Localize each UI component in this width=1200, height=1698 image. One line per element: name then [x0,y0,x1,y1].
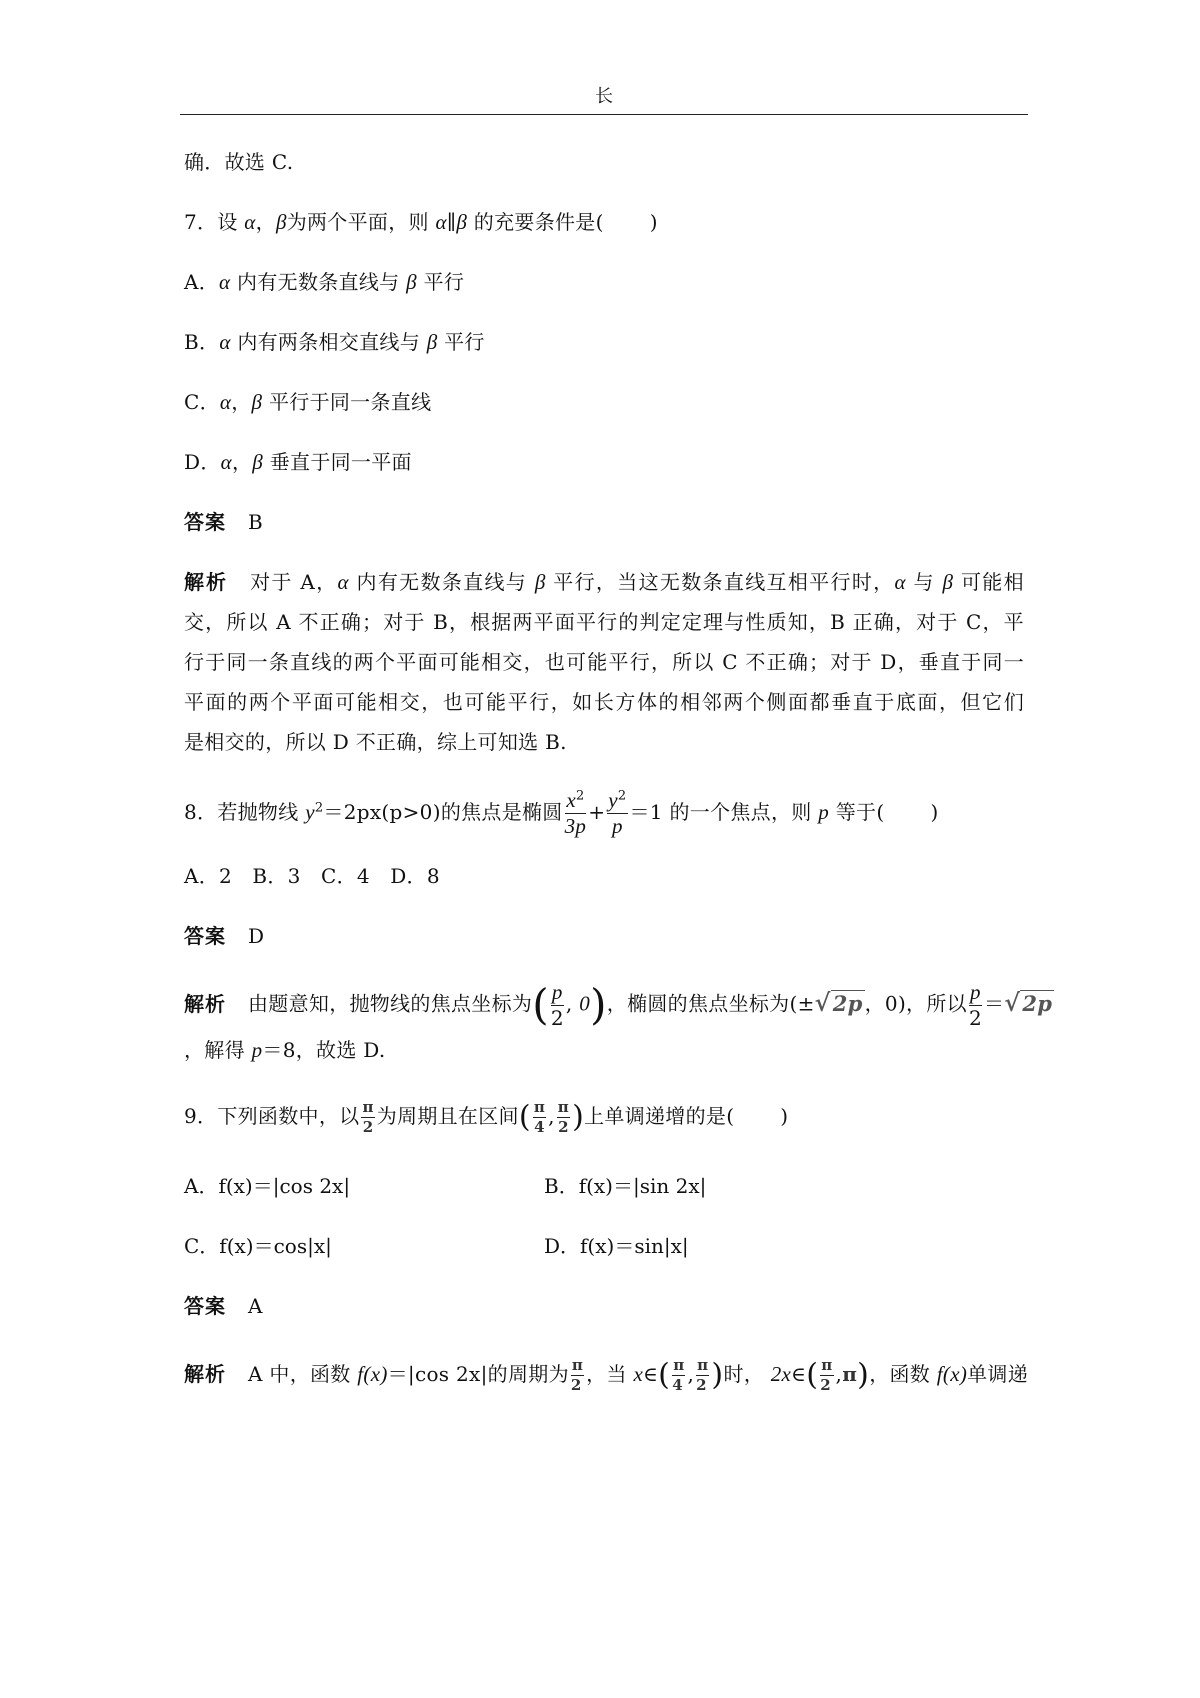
question-7-explanation-line: 平面的两个平面可能相交，也可能平行，如长方体的相邻两个侧面都垂直于底面，但它们 [184,690,1024,714]
fraction-y2-over-p: $\frac{y^2}{p}$ [608,788,627,838]
question-7-option-d: D．α，β 垂直于同一平面 [184,450,412,474]
page-header: 长 [595,86,613,107]
question-9-option-b: B．f(x)＝|sin 2x| [544,1174,707,1198]
header-rule [180,114,1028,115]
question-9-explanation-line: 解析 A 中，函数 f(x)＝|cos 2x|的周期为 $\frac{\pi}{2}$ ，当 x∈( $\frac{\pi}{4}$ , $\frac{\pi}{2}$ )时， 2x∈( $\frac{\pi}{2}$ ,π)，函数 f(x)单调递 [184,1356,1029,1394]
text-line: 确．故选 C. [184,150,294,174]
question-7-explanation-line: 是相交的，所以 D 不正确，综上可知选 B. [184,730,567,754]
question-8-answer: 答案 D [184,924,265,948]
question-7-stem: 7．设 α，β为两个平面，则 α∥β 的充要条件是( ) [184,210,658,234]
question-7-explanation-line: 交，所以 A 不正确；对于 B，根据两平面平行的判定定理与性质知，B 正确，对于 C，平 [184,610,1024,634]
question-7-answer: 答案 B [184,510,263,534]
question-9-stem: 9．下列函数中，以 $\frac{\pi}{2}$ 为周期且在区间( $\frac{\pi}{4}$ , $\frac{\pi}{2}$ )上单调递增的是( ) [184,1098,789,1136]
question-8-options: A．2 B．3 C．4 D．8 [184,864,440,888]
question-8-explanation-line: ，解得 p＝8，故选 D. [184,1038,386,1062]
question-7-explanation-line: 行于同一条直线的两个平面可能相交，也可能平行，所以 C 不正确；对于 D，垂直于同一 [184,650,1024,674]
question-9-answer: 答案 A [184,1294,263,1318]
question-8-stem: 8．若抛物线 $y^2=2px(p>0)$的焦点是椭圆 $\frac{x^2}{3p}$ + $\frac{y^2}{p}$ ＝1 的一个焦点，则 p 等于( ) [184,788,939,838]
question-7-option-c: C．α，β 平行于同一条直线 [184,390,432,414]
question-8-explanation-line: 解析 由题意知，抛物线的焦点坐标为( $\frac{p}{2}$ , 0)，椭圆的焦点坐标为(±√2p ，0)，所以 $\frac{p}{2}$ ＝√2p [184,980,1053,1030]
question-9-option-d: D．f(x)＝sin|x| [544,1234,689,1258]
fraction-x2-over-3p: $\frac{x^2}{3p}$ [564,788,587,838]
question-7-explanation-line: 解析 对于 A，α 内有无数条直线与 β 平行，当这无数条直线互相平行时，α 与 β 可能相 [184,570,1024,594]
sqrt-2p: √2p [814,987,863,1017]
sqrt-2p: √2p [1004,987,1053,1017]
question-9-option-c: C．f(x)＝cos|x| [184,1234,332,1258]
question-7-option-a: A．α 内有无数条直线与 β 平行 [184,270,465,294]
question-9-option-a: A．f(x)＝|cos 2x| [184,1174,351,1198]
question-7-option-b: B．α 内有两条相交直线与 β 平行 [184,330,485,354]
